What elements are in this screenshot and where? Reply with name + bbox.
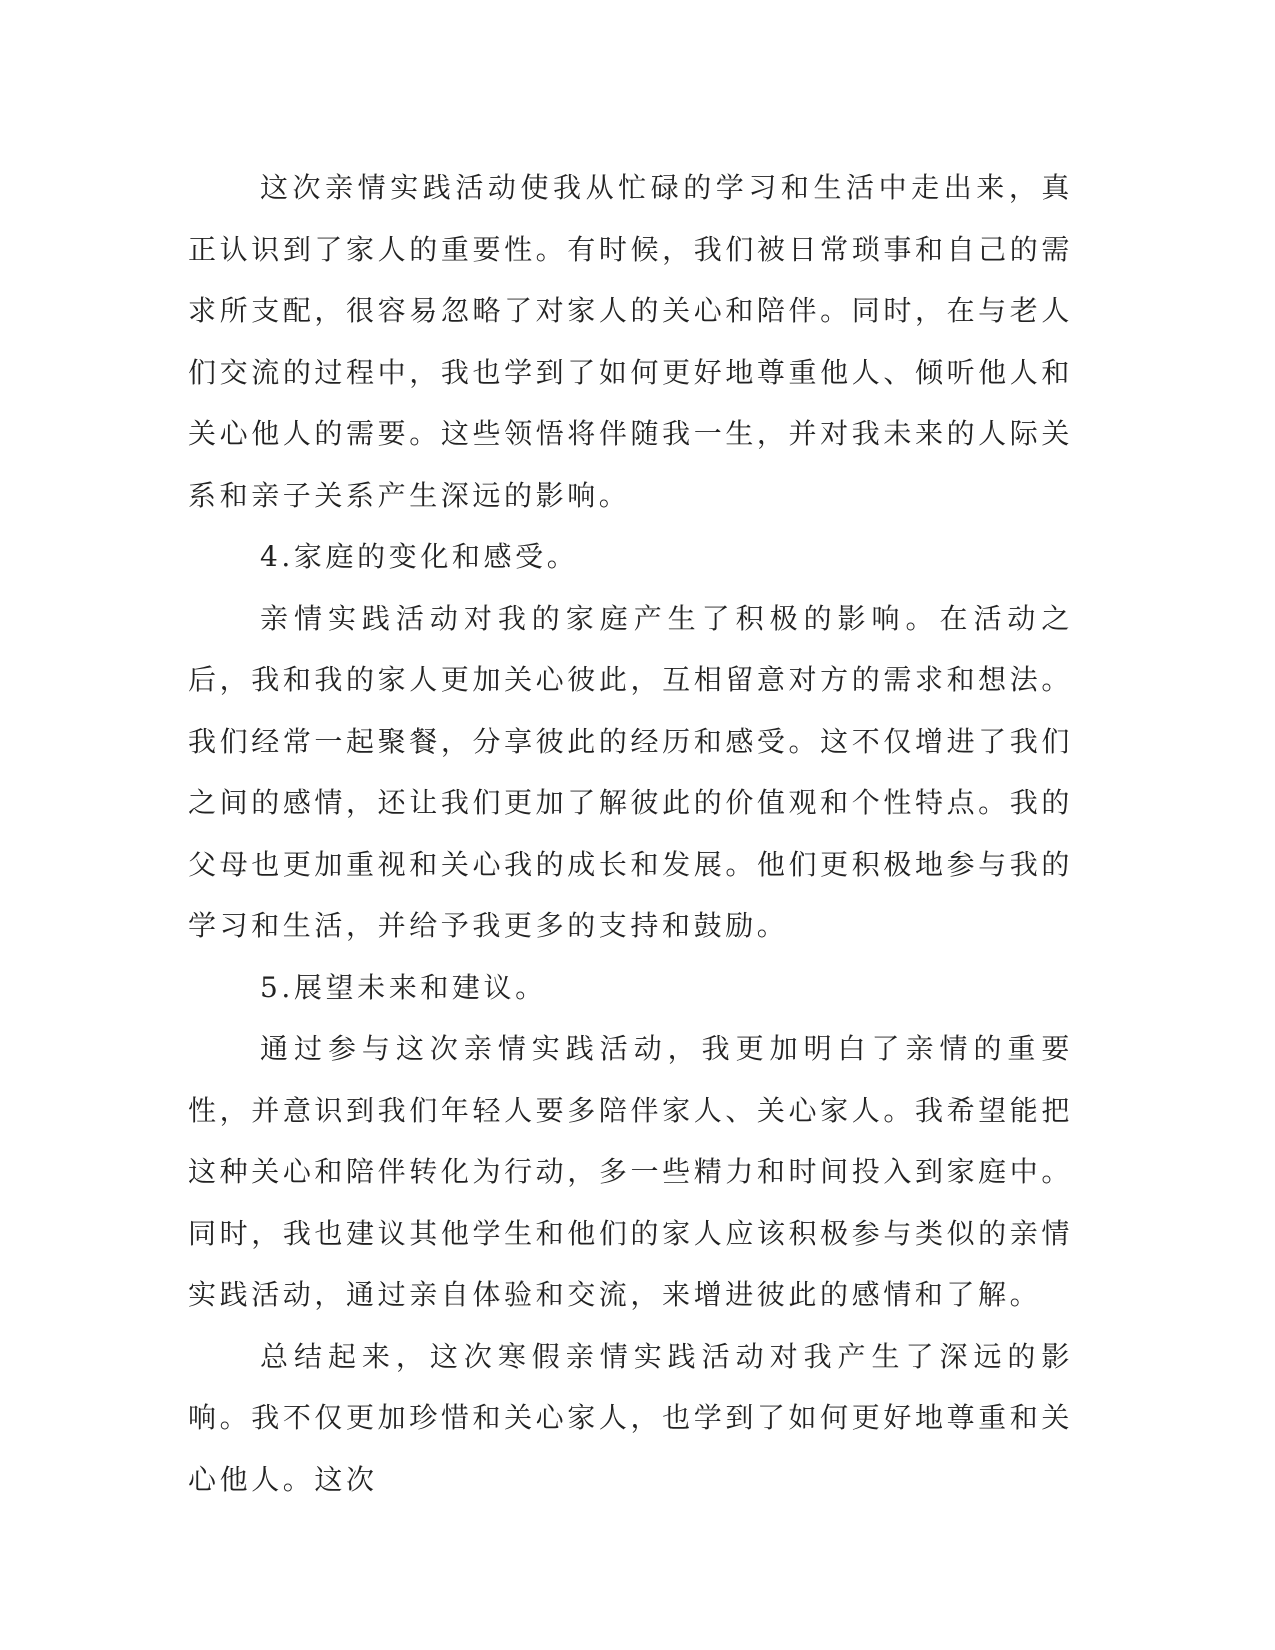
document-body — [188, 157, 1073, 1510]
paragraph-reflection: 这次亲情实践活动使我从忙碌的学习和生活中走出来，真正认识到了家人的重要性。有时候，我们被日常琐事和自己的需求所支配，很容易忽略了对家人的关心和陪伴。同时，在与老人们交流的过程中，我也学到了如何更好地尊重他人、倾听他人和关心他人的需要。这些领悟将伴随我一生，并对我未来的人际关系和亲子关系产生深远的影响。 — [188, 171, 1073, 512]
section-heading-outlook: 5.展望未来和建议。 — [260, 970, 547, 1004]
paragraph-summary: 总结起来，这次寒假亲情实践活动对我产生了深远的影响。我不仅更加珍惜和关心家人，也学到了如何更好地尊重和关心他人。这次 — [188, 1339, 1073, 1496]
section-heading-family-changes: 4.家庭的变化和感受。 — [260, 540, 579, 573]
paragraph-outlook: 通过参与这次亲情实践活动，我更加明白了亲情的重要性，并意识到我们年轻人要多陪伴家人、关心家人。我希望能把这种关心和陪伴转化为行动，多一些精力和时间投入到家庭中。同时，我也建议其他学生和他们的家人应该积极参与类似的亲情实践活动，通过亲自体验和交流，来增进彼此的感情和了解。 — [188, 1032, 1073, 1311]
paragraph-family-changes: 亲情实践活动对我的家庭产生了积极的影响。在活动之后，我和我的家人更加关心彼此，互相留意对方的需求和想法。我们经常一起聚餐，分享彼此的经历和感受。这不仅增进了我们之间的感情，还让我们更加了解彼此的价值观和个性特点。我的父母也更加重视和关心我的成长和发展。他们更积极地参与我的学习和生活，并给予我更多的支持和鼓励。 — [188, 601, 1073, 942]
